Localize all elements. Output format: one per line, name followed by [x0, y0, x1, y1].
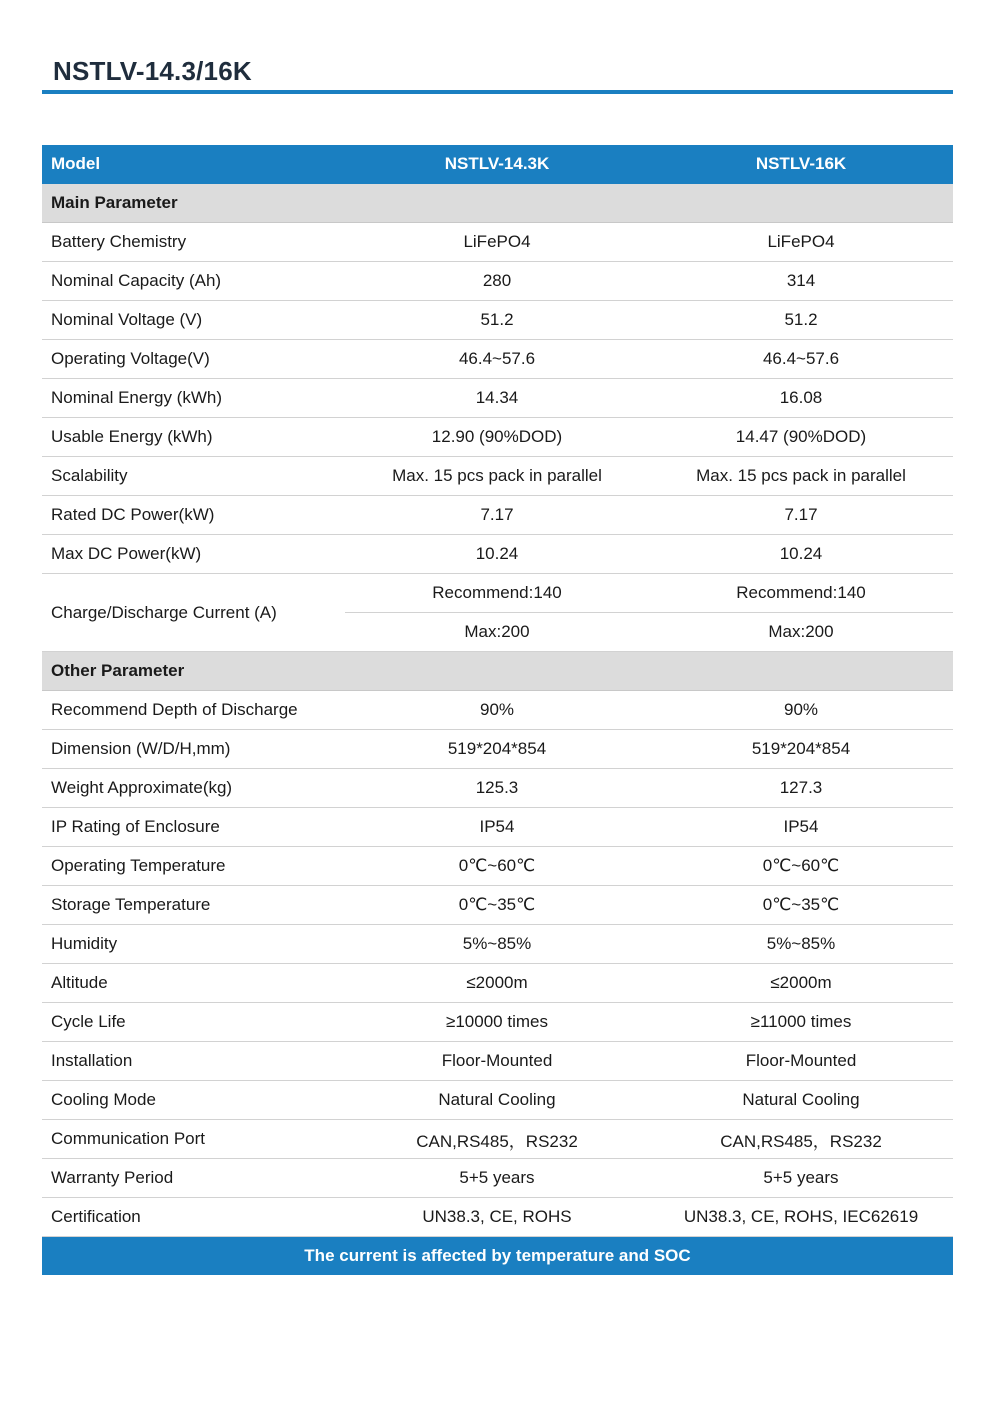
row-value-b: 46.4~57.6: [649, 340, 953, 379]
row-label: Usable Energy (kWh): [42, 418, 345, 457]
row-value-a: 51.2: [345, 301, 649, 340]
row-label: Humidity: [42, 925, 345, 964]
row-value-b: Max:200: [649, 613, 953, 652]
row-label: Warranty Period: [42, 1159, 345, 1198]
table-row: [42, 1159, 953, 1198]
row-value-b: Natural Cooling: [649, 1081, 953, 1120]
row-label: Storage Temperature: [42, 886, 345, 925]
row-label: Charge/Discharge Current (A): [42, 574, 345, 652]
row-value-a: CAN,RS485，RS232: [345, 1120, 649, 1159]
row-value-a: 5+5 years: [345, 1159, 649, 1198]
row-value-b: 0℃~60℃: [649, 847, 953, 886]
row-label: Recommend Depth of Discharge: [42, 691, 345, 730]
row-value-b: 519*204*854: [649, 730, 953, 769]
row-value-b: 127.3: [649, 769, 953, 808]
row-label: Operating Voltage(V): [42, 340, 345, 379]
row-label: Rated DC Power(kW): [42, 496, 345, 535]
table-row: [42, 808, 953, 847]
page-title: NSTLV-14.3/16K: [53, 56, 252, 86]
table-row: [42, 379, 953, 418]
section-header-row: [42, 652, 953, 691]
table-row: [42, 964, 953, 1003]
row-label: Operating Temperature: [42, 847, 345, 886]
section-header-row: [42, 184, 953, 223]
row-value-a: 519*204*854: [345, 730, 649, 769]
table-row: [42, 1042, 953, 1081]
row-value-b: 16.08: [649, 379, 953, 418]
table-footer-row: [42, 1237, 953, 1276]
table-row: [42, 1120, 953, 1159]
row-label: Scalability: [42, 457, 345, 496]
row-value-b: Max. 15 pcs pack in parallel: [649, 457, 953, 496]
table-row: [42, 769, 953, 808]
row-label: Cycle Life: [42, 1003, 345, 1042]
row-value-a: 0℃~60℃: [345, 847, 649, 886]
row-label: IP Rating of Enclosure: [42, 808, 345, 847]
row-value-a: Recommend:140: [345, 574, 649, 613]
table-row: [42, 535, 953, 574]
row-value-a: UN38.3, CE, ROHS: [345, 1198, 649, 1237]
table-row: [42, 340, 953, 379]
row-label: Max DC Power(kW): [42, 535, 345, 574]
row-label: Certification: [42, 1198, 345, 1237]
row-value-a: ≥10000 times: [345, 1003, 649, 1042]
row-value-b: 10.24: [649, 535, 953, 574]
row-label: Nominal Energy (kWh): [42, 379, 345, 418]
row-value-a: 12.90 (90%DOD): [345, 418, 649, 457]
table-header-row: [42, 145, 953, 184]
row-label: Dimension (W/D/H,mm): [42, 730, 345, 769]
row-value-a: 14.34: [345, 379, 649, 418]
row-value-a: 90%: [345, 691, 649, 730]
table-row: [42, 223, 953, 262]
table-row: [42, 691, 953, 730]
row-value-b: Recommend:140: [649, 574, 953, 613]
table-row: [42, 301, 953, 340]
row-value-b: 314: [649, 262, 953, 301]
table-row: [42, 1198, 953, 1237]
row-value-b: 0℃~35℃: [649, 886, 953, 925]
footer-note: The current is affected by temperature and SOC: [42, 1237, 953, 1276]
row-value-a: 46.4~57.6: [345, 340, 649, 379]
row-value-b: LiFePO4: [649, 223, 953, 262]
row-value-b: ≥11000 times: [649, 1003, 953, 1042]
row-value-a: 7.17: [345, 496, 649, 535]
row-value-a: 125.3: [345, 769, 649, 808]
row-label: Nominal Capacity (Ah): [42, 262, 345, 301]
row-value-a: 5%~85%: [345, 925, 649, 964]
row-value-b: IP54: [649, 808, 953, 847]
row-value-a: 280: [345, 262, 649, 301]
row-label: Nominal Voltage (V): [42, 301, 345, 340]
table-row: [42, 457, 953, 496]
row-label: Installation: [42, 1042, 345, 1081]
title-underline: [42, 90, 953, 94]
row-label: Weight Approximate(kg): [42, 769, 345, 808]
spec-table: [42, 145, 953, 1275]
row-value-a: Max:200: [345, 613, 649, 652]
section-title: Main Parameter: [42, 184, 953, 223]
row-value-b: ≤2000m: [649, 964, 953, 1003]
row-value-a: Floor-Mounted: [345, 1042, 649, 1081]
row-value-b: 90%: [649, 691, 953, 730]
header-model-label: Model: [42, 145, 345, 184]
row-value-a: Max. 15 pcs pack in parallel: [345, 457, 649, 496]
table-row: [42, 574, 953, 613]
header-model-a: NSTLV-14.3K: [345, 145, 649, 184]
row-value-b: 7.17: [649, 496, 953, 535]
row-value-a: ≤2000m: [345, 964, 649, 1003]
row-value-b: 5+5 years: [649, 1159, 953, 1198]
row-label: Altitude: [42, 964, 345, 1003]
table-row: [42, 496, 953, 535]
row-value-a: LiFePO4: [345, 223, 649, 262]
spec-table-body: [42, 184, 953, 1276]
table-row: [42, 262, 953, 301]
row-value-b: CAN,RS485，RS232: [649, 1120, 953, 1159]
table-row: [42, 418, 953, 457]
row-label: Cooling Mode: [42, 1081, 345, 1120]
row-value-b: Floor-Mounted: [649, 1042, 953, 1081]
row-value-b: 51.2: [649, 301, 953, 340]
table-row: [42, 886, 953, 925]
table-row: [42, 925, 953, 964]
row-label: Battery Chemistry: [42, 223, 345, 262]
table-row: [42, 847, 953, 886]
section-title: Other Parameter: [42, 652, 953, 691]
row-value-a: IP54: [345, 808, 649, 847]
row-value-b: UN38.3, CE, ROHS, IEC62619: [649, 1198, 953, 1237]
row-value-b: 14.47 (90%DOD): [649, 418, 953, 457]
table-row: [42, 1081, 953, 1120]
header-model-b: NSTLV-16K: [649, 145, 953, 184]
row-value-a: Natural Cooling: [345, 1081, 649, 1120]
row-value-a: 0℃~35℃: [345, 886, 649, 925]
row-value-b: 5%~85%: [649, 925, 953, 964]
table-row: [42, 730, 953, 769]
row-label: Communication Port: [42, 1120, 345, 1159]
table-row: [42, 1003, 953, 1042]
row-value-a: 10.24: [345, 535, 649, 574]
